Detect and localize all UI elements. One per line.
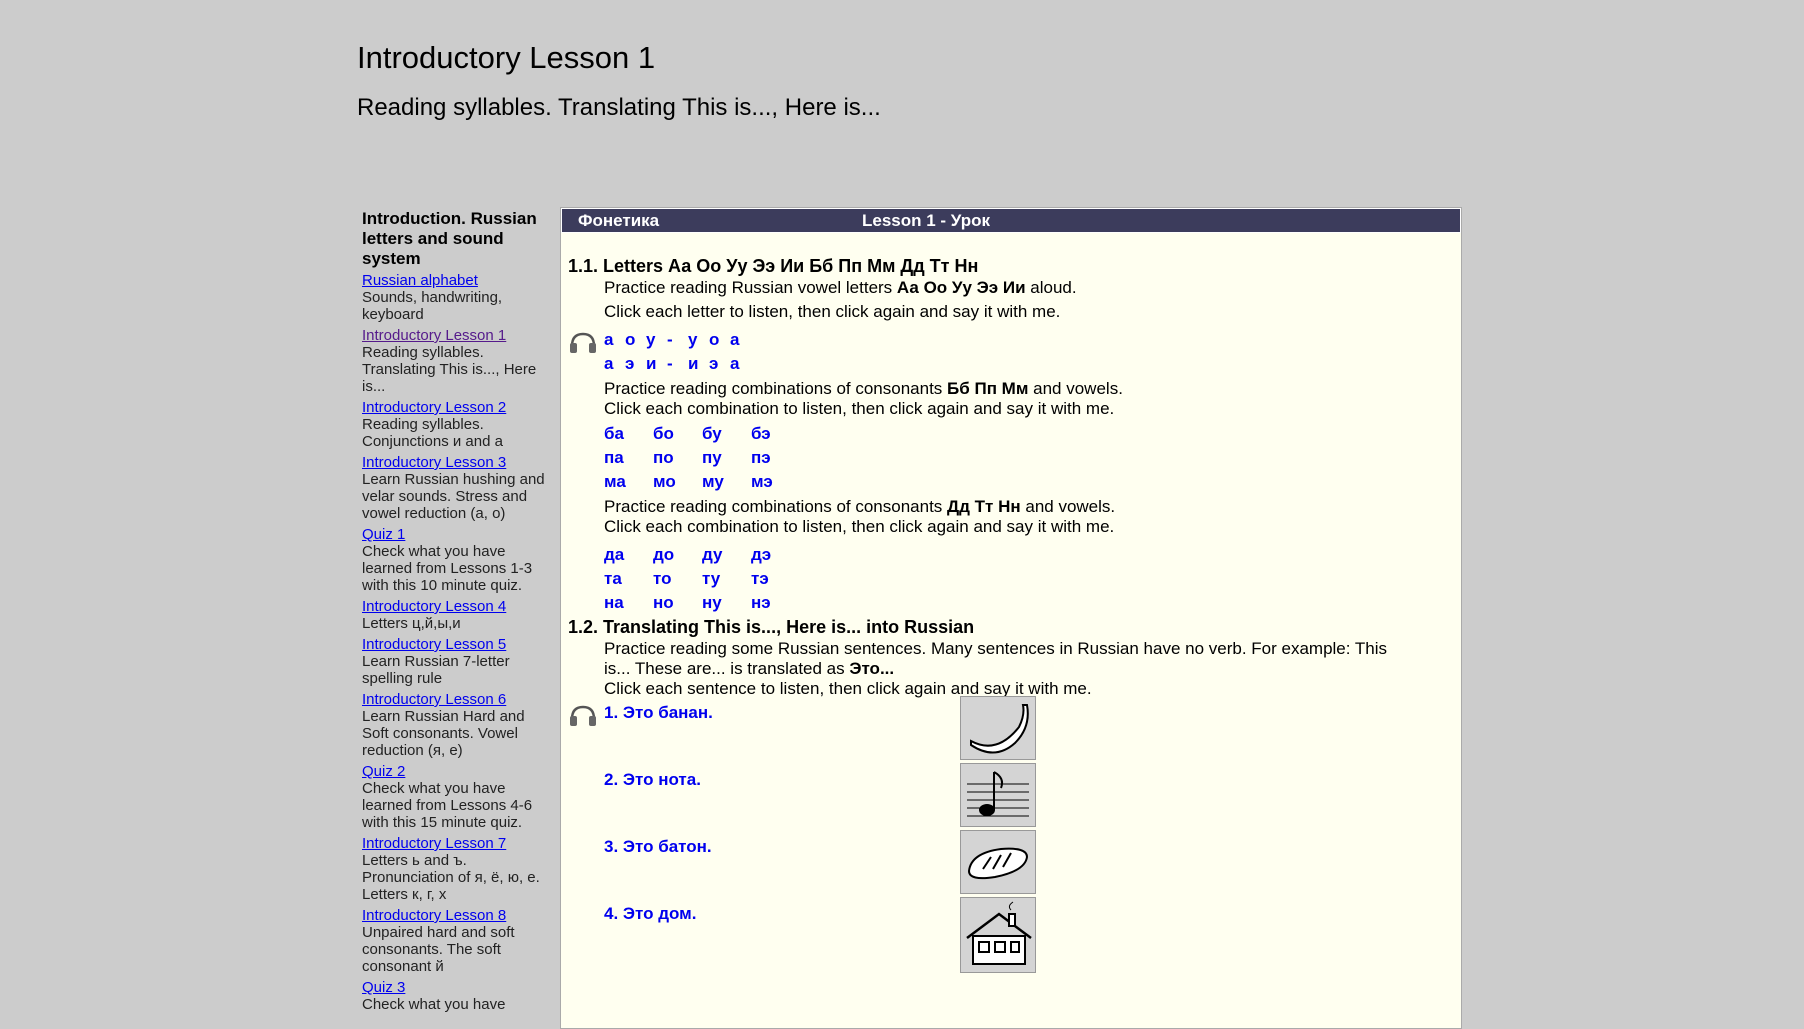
syllable-cell[interactable]: да	[604, 545, 625, 564]
sidebar-link-lesson-4[interactable]: Introductory Lesson 4	[362, 598, 507, 615]
syllable-cell[interactable]: та	[604, 569, 622, 588]
banana-icon	[960, 696, 1036, 760]
text: Practice reading Russian vowel letters	[604, 278, 897, 297]
text: Practice reading combinations of consonants	[604, 497, 948, 516]
text-bold: Дд Тт Нн	[947, 497, 1021, 516]
text: Practice reading combinations of consonants	[604, 379, 948, 398]
sidebar-item-lesson-2	[362, 399, 547, 450]
syllable-cell[interactable]: ма	[604, 472, 626, 491]
music-note-icon	[960, 763, 1036, 827]
sidebar-item-lesson-3	[362, 454, 547, 522]
sidebar-desc: Check what you have learned from Lessons 1-3 with this 10 minute quiz.	[362, 543, 533, 594]
instruction-vowels	[604, 278, 1448, 298]
sidebar-link-quiz-2[interactable]: Quiz 2	[362, 763, 406, 780]
text-bold: Это...	[849, 659, 895, 678]
syllable-cell[interactable]: то	[653, 569, 672, 588]
syllable-cell[interactable]: мо	[653, 472, 676, 491]
syllable-row	[604, 543, 1448, 567]
sidebar-link-lesson-8[interactable]: Introductory Lesson 8	[362, 907, 507, 924]
syllable-cell[interactable]: ду	[702, 545, 723, 564]
syllable-cell[interactable]: пэ	[751, 448, 771, 467]
sidebar-item-lesson-4	[362, 598, 547, 632]
syllable-cell[interactable]: о	[625, 330, 636, 349]
syllable-cell[interactable]: и	[646, 354, 657, 373]
sidebar-heading: Introduction. Russian letters and sound system	[362, 209, 537, 268]
sidebar-desc: Check what you have learned from Lessons 4-6 with this 15 minute quiz.	[362, 780, 533, 831]
syllable-cell[interactable]: э	[625, 354, 635, 373]
header-lesson-label: Lesson 1 - Урок	[862, 211, 991, 230]
sidebar-item-russian-alphabet	[362, 272, 547, 323]
syllable-grid-dtn	[604, 543, 1448, 615]
syllable-cell[interactable]: а	[604, 354, 614, 373]
syllable-cell[interactable]: а	[604, 330, 614, 349]
sidebar-desc: Learn Russian hushing and velar sounds. Stress and vowel reduction (а, о)	[362, 471, 545, 522]
sidebar-desc: Sounds, handwriting, keyboard	[362, 289, 503, 323]
vowel-row	[604, 352, 1448, 376]
syllable-cell[interactable]: э	[709, 354, 719, 373]
sidebar-desc: Learn Russian 7-letter spelling rule	[362, 653, 510, 687]
syllable-cell[interactable]: по	[653, 448, 674, 467]
text: aloud.	[1025, 278, 1077, 297]
syllable-cell[interactable]: нэ	[751, 593, 771, 612]
syllable-row	[604, 422, 1448, 446]
sidebar-item-lesson-6	[362, 691, 547, 759]
sidebar-item-quiz-3	[362, 979, 547, 1013]
sidebar-link-russian-alphabet[interactable]: Russian alphabet	[362, 272, 478, 289]
panel-header	[561, 208, 1461, 233]
syllable-cell[interactable]: у	[646, 330, 656, 349]
syllable-cell[interactable]: у	[688, 330, 698, 349]
syllable-cell[interactable]: о	[709, 330, 720, 349]
syllable-cell[interactable]: му	[702, 472, 724, 491]
instruction-bpm	[604, 379, 1448, 399]
sidebar-item-lesson-5	[362, 636, 547, 687]
instruction-click: Click each combination to listen, then click again and say it with me.	[604, 399, 1115, 418]
sentence-block	[568, 703, 1448, 983]
syllable-row	[604, 470, 1448, 494]
sidebar-item-lesson-1	[362, 327, 547, 395]
section-1-1-title: 1.1. Letters Аа Оо Уу Ээ Ии Бб Пп Мм Дд Тт Нн	[568, 256, 979, 276]
syllable-cell[interactable]: бу	[702, 424, 722, 443]
sidebar-item-lesson-8	[362, 907, 547, 975]
text-bold: Бб Пп Мм	[947, 379, 1029, 398]
lesson-content	[568, 254, 1448, 983]
sidebar-link-lesson-3[interactable]: Introductory Lesson 3	[362, 454, 507, 471]
syllable-cell[interactable]: ну	[702, 593, 722, 612]
sidebar-link-quiz-1[interactable]: Quiz 1	[362, 526, 406, 543]
headphones-icon[interactable]	[568, 332, 598, 354]
syllable-cell[interactable]: бо	[653, 424, 674, 443]
sentence-3[interactable]: 3. Это батон.	[604, 837, 712, 856]
syllable-cell[interactable]: ту	[702, 569, 721, 588]
sidebar-link-lesson-7[interactable]: Introductory Lesson 7	[362, 835, 507, 852]
syllable-grid-bpm	[604, 422, 1448, 494]
syllable-row	[604, 567, 1448, 591]
sentence-1[interactable]: 1. Это банан.	[604, 703, 713, 722]
sidebar-item-lesson-7	[362, 835, 547, 903]
page-title: Introductory Lesson 1	[357, 40, 656, 75]
syllable-cell[interactable]: пу	[702, 448, 722, 467]
text: Practice reading some Russian sentences. Many sentences in Russian have no verb. For example: This is... These are... is translated as	[604, 639, 1388, 678]
instruction-click: Click each combination to listen, then click again and say it with me.	[604, 517, 1115, 536]
vowel-block	[568, 328, 1448, 376]
bread-loaf-icon	[960, 830, 1036, 894]
text-bold: Аа Оо Уу Ээ Ии	[896, 278, 1026, 297]
syllable-cell[interactable]: тэ	[751, 569, 769, 588]
sidebar-link-lesson-2[interactable]: Introductory Lesson 2	[362, 399, 507, 416]
syllable-cell[interactable]: а	[730, 330, 740, 349]
syllable-cell: -	[667, 354, 673, 373]
instruction-sentences	[604, 639, 1414, 679]
vowel-grid	[604, 328, 1448, 376]
syllable-row	[604, 591, 1448, 615]
house-icon	[960, 897, 1036, 973]
instruction-dtn	[604, 497, 1448, 517]
syllable-cell[interactable]: бэ	[751, 424, 771, 443]
syllable-cell: -	[667, 330, 673, 349]
sentence-list	[604, 703, 1448, 983]
sidebar-desc: Check what you have	[362, 996, 506, 1013]
header-phonetics-label: Фонетика	[578, 211, 660, 230]
sidebar-desc: Learn Russian Hard and Soft consonants. Vowel reduction (я, е)	[362, 708, 525, 759]
sentence-4[interactable]: 4. Это дом.	[604, 904, 697, 923]
instruction-click: Click each sentence to listen, then click again and say it with me.	[604, 679, 1092, 698]
syllable-cell[interactable]: па	[604, 448, 624, 467]
sentence-2[interactable]: 2. Это нота.	[604, 770, 701, 789]
syllable-cell[interactable]: но	[653, 593, 674, 612]
sidebar-desc: Reading syllables. Translating This is..., Here is...	[362, 344, 537, 395]
syllable-cell[interactable]: и	[688, 354, 699, 373]
sidebar-link-lesson-6[interactable]: Introductory Lesson 6	[362, 691, 507, 708]
text: and vowels.	[1020, 497, 1116, 516]
syllable-cell[interactable]: на	[604, 593, 624, 612]
sidebar-link-lesson-5[interactable]: Introductory Lesson 5	[362, 636, 507, 653]
sidebar-link-lesson-1[interactable]: Introductory Lesson 1	[362, 327, 507, 344]
sidebar-desc: Letters ь and ъ. Pronunciation of я, ё, ю, е. Letters к, г, х	[362, 852, 540, 903]
sidebar-link-quiz-3[interactable]: Quiz 3	[362, 979, 406, 996]
syllable-cell[interactable]: а	[730, 354, 740, 373]
syllable-cell[interactable]: до	[653, 545, 675, 564]
section-1-2-title: 1.2. Translating This is..., Here is... into Russian	[568, 617, 975, 637]
sidebar-item-quiz-1	[362, 526, 547, 594]
vowel-row	[604, 328, 1448, 352]
sidebar-item-quiz-2	[362, 763, 547, 831]
page-subtitle: Reading syllables. Translating This is..., Here is...	[357, 94, 881, 121]
sidebar	[362, 209, 547, 1017]
lesson-panel	[560, 207, 1462, 1029]
sidebar-desc: Reading syllables. Conjunctions и and а	[362, 416, 503, 450]
syllable-cell[interactable]: ба	[604, 424, 624, 443]
sidebar-desc: Letters ц,й,ы,и	[362, 615, 461, 632]
syllable-cell[interactable]: дэ	[751, 545, 772, 564]
instruction-click: Click each letter to listen, then click again and say it with me.	[604, 302, 1061, 321]
syllable-row	[604, 446, 1448, 470]
syllable-cell[interactable]: мэ	[751, 472, 773, 491]
text: and vowels.	[1028, 379, 1123, 398]
headphones-icon[interactable]	[568, 705, 598, 727]
sidebar-desc: Unpaired hard and soft consonants. The soft consonant й	[362, 924, 515, 975]
